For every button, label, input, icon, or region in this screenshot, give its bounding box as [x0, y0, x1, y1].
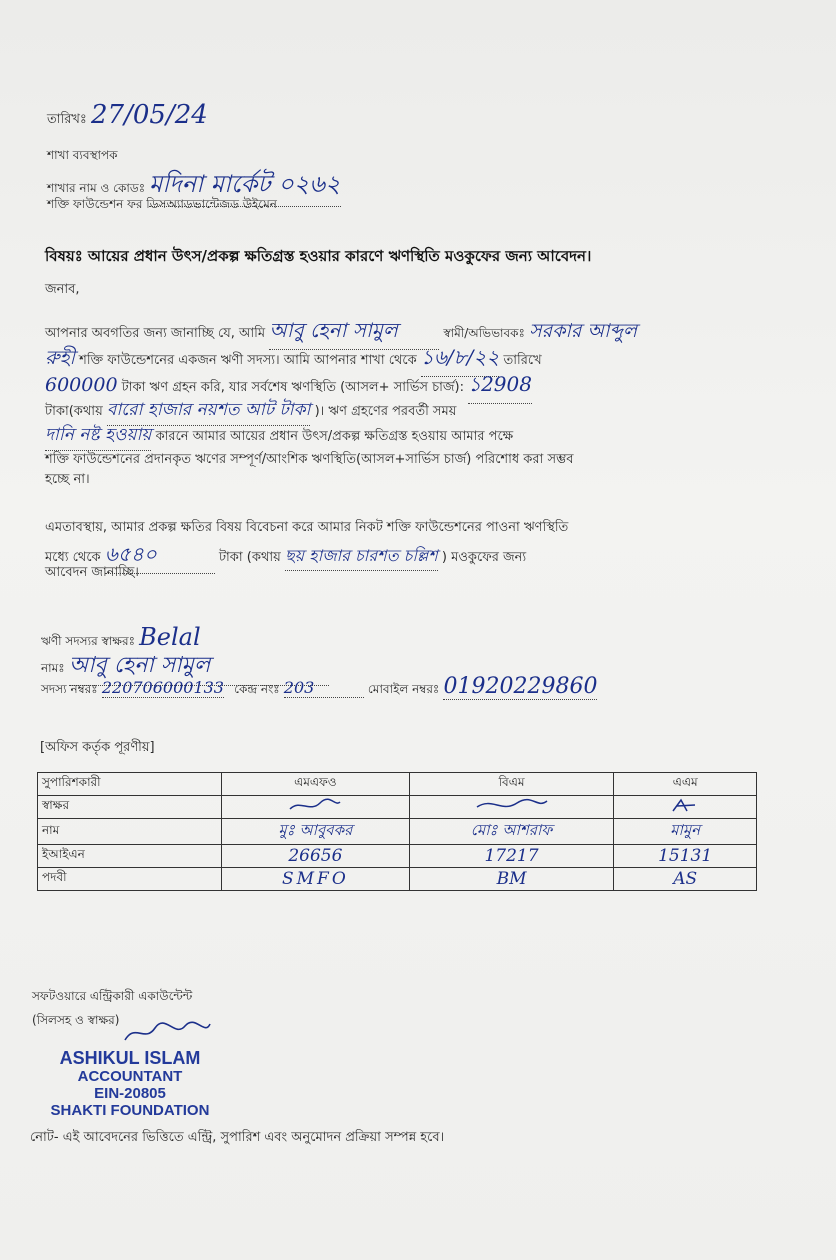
- table-header-row: [38, 773, 757, 796]
- accountant-signature: [120, 1018, 215, 1052]
- loan-date: ১৬/৮/২২: [421, 343, 499, 377]
- row-label-ein: ইআইএন: [38, 845, 222, 868]
- para1-line5: দানি নষ্ট হওয়ায় কারনে আমার আয়ের প্রধান উৎস/প্রকল্প ক্ষতিগ্রস্ত হওয়ায় আমার পক্ষে: [45, 422, 513, 451]
- office-label: [অফিস কর্তৃক পূরণীয়]: [40, 740, 155, 755]
- mobile-number: 01920229860: [443, 674, 598, 699]
- branch-label: শাখার নাম ও কোডঃ: [47, 181, 146, 195]
- signature-bm: [409, 796, 614, 819]
- para1-line6: শক্তি ফাউন্ডেশনের প্রদানকৃত ঋণের সম্পূর্ণ/আংশিক ঋণস্থিতি(আসল+সার্ভিস চার্জ) পরিশোধ করা সম্ভব: [45, 452, 574, 467]
- table-row: নাম মুঃ আবুবকর মোঃ আশরাফ মামুন: [38, 819, 757, 845]
- subject-line: বিষয়ঃ আয়ের প্রধান উৎস/প্রকল্প ক্ষতিগ্রস্ত হওয়ার কারণে ঋণস্থিতি মওকুফের জন্য আবেদন।: [45, 247, 592, 265]
- seal-line: (সিলসহ ও স্বাক্ষর): [32, 1013, 120, 1027]
- member-signature: Belal: [139, 623, 201, 651]
- org-line: শক্তি ফাউন্ডেশন ফর ডিসঅ্যাডভান্টেজড উইমেন: [47, 197, 277, 211]
- para1-line2: রুহী শক্তি ফাউন্ডেশনের একজন ঋণী সদস্য। আমি আপনার শাখা থেকে ১৬/৮/২২ তারিখে: [45, 343, 542, 377]
- para1-line3: 600000 টাকা ঋণ গ্রহন করি, যার সর্বশেষ ঋণস্থিতি (আসল+ সার্ভিস চার্জ): ১2908: [45, 370, 532, 404]
- header-recommender: সুপারিশকারী: [38, 773, 222, 796]
- recipient-line: শাখা ব্যবস্থাপক: [47, 148, 118, 162]
- header-am: এএম: [614, 773, 757, 796]
- footer-note: নোট- এই আবেদনের ভিত্তিতে এন্ট্রি, সুপারিশ এবং অনুমোদন প্রক্রিয়া সম্পন্ন হবে।: [30, 1130, 445, 1145]
- balance-words: বারো হাজার নয়শত আট টাকা: [107, 397, 311, 426]
- recommendation-table: [37, 772, 757, 891]
- table-row: [38, 796, 757, 819]
- para1-line4: টাকা(কথায় বারো হাজার নয়শত আট টাকা )। ঋণ গ্রহণের পরবর্তী সময়: [45, 397, 456, 426]
- member-name-line: নামঃ আবু হেনা সামুল: [41, 648, 329, 686]
- row-label-designation: পদবী: [38, 868, 222, 891]
- header-bm: বিএম: [409, 773, 614, 796]
- damage-reason: দানি নষ্ট হওয়ায়: [45, 422, 151, 451]
- center-number: 203: [284, 678, 364, 698]
- member-number-line: সদস্য নম্বরঃ 220706000133 কেন্দ্র নংঃ 203 মোবাইল নম্বরঃ 01920229860: [41, 674, 598, 699]
- stamp-name: ASHIKUL ISLAM: [59, 1048, 201, 1068]
- loan-amount: 600000: [45, 374, 118, 396]
- para2-line1: এমতাবস্থায়, আমার প্রকল্প ক্ষতির বিষয় বিবেচনা করে আমার নিকট শক্তি ফাউন্ডেশনের পাওনা ঋণস্থিতি: [45, 520, 569, 535]
- signature-mfo: [222, 796, 410, 819]
- para2-line2: মধ্যে থেকে ৬৫৪০ টাকা (কথায় ছয় হাজার চারশত চল্লিশ ) মওকুফের জন্য: [45, 540, 526, 574]
- row-label-signature: স্বাক্ষর: [38, 796, 222, 819]
- date-line: [47, 100, 208, 131]
- row-label-name: নাম: [38, 819, 222, 845]
- waiver-words: ছয় হাজার চারশত চল্লিশ: [285, 543, 438, 571]
- para1-line7: হচ্ছে না।: [45, 472, 90, 487]
- member-signature-line: ঋণী সদস্যর স্বাক্ষরঃ Belal: [41, 623, 201, 651]
- member-number: 220706000133: [101, 678, 224, 697]
- table-row: পদবী SMFO BM AS: [38, 868, 757, 891]
- para2-line3: আবেদন জানাচ্ছি।: [45, 565, 139, 580]
- balance-value: ১2908: [468, 370, 532, 404]
- waiver-amount: ৬৫৪০: [105, 540, 215, 574]
- para1-line1: আপনার অবগতির জন্য জানাচ্ছি যে, আমি আবু হেনা সামুল স্বামী/অভিভাবকঃ সরকার আব্দুল: [45, 316, 637, 350]
- signature-am: [614, 796, 757, 819]
- accountant-line: সফটওয়ারে এন্ট্রিকারী একাউন্টেন্ট: [32, 989, 193, 1003]
- stamp-org: SHAKTI FOUNDATION: [50, 1102, 210, 1119]
- header-mfo: এমএফও: [222, 773, 410, 796]
- date-label: তারিখঃ: [47, 112, 87, 127]
- accountant-stamp: [40, 1048, 220, 1119]
- stamp-title: ACCOUNTANT: [77, 1068, 183, 1085]
- date-value: 27/05/24: [91, 100, 208, 130]
- stamp-ein: EIN-20805: [94, 1085, 166, 1102]
- applicant-name: আবু হেনা সামুল: [269, 316, 439, 350]
- member-name: আবু হেনা সামুল: [69, 648, 329, 686]
- salutation: জনাব,: [45, 282, 80, 297]
- table-row: ইআইএন 26656 17217 15131: [38, 845, 757, 868]
- branch-value: মদিনা মার্কেট ০২৬২: [149, 166, 341, 207]
- guardian-name: সরকার আব্দুল: [529, 320, 638, 342]
